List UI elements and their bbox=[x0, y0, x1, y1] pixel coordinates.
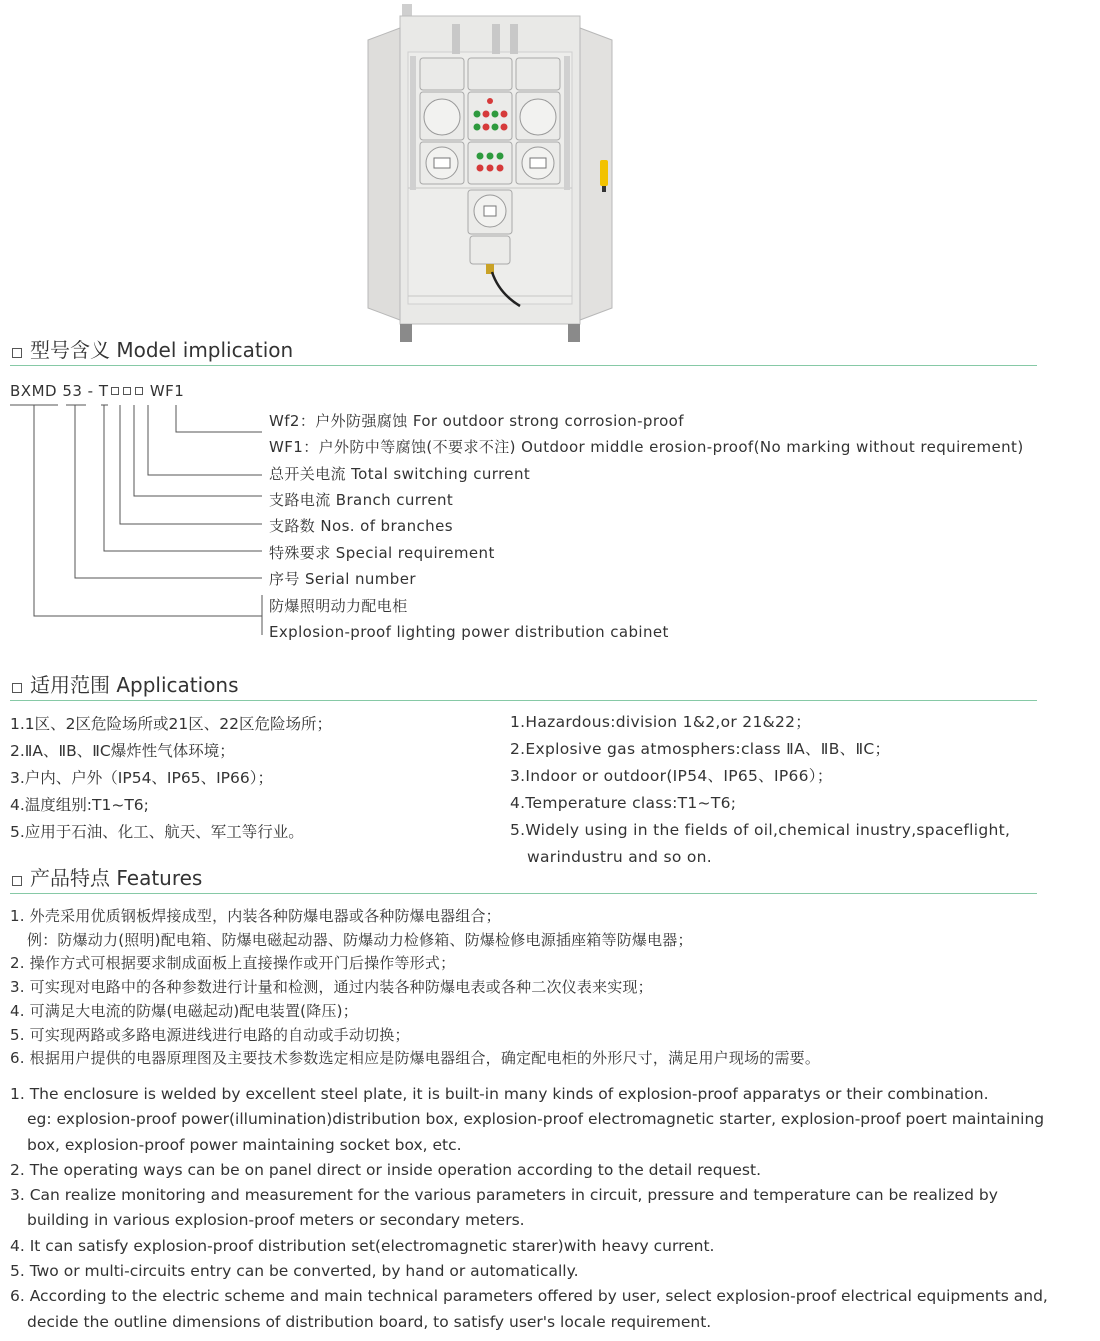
section-title: 型号含义 Model implication bbox=[30, 338, 294, 362]
list-item: warindustru and so on. bbox=[527, 848, 713, 866]
placeholder-square-icon bbox=[135, 387, 143, 395]
section-heading-features bbox=[10, 866, 1037, 894]
list-item: building in various explosion-proof meters or secondary meters. bbox=[27, 1211, 525, 1230]
list-item: 例：防爆动力(照明)配电箱、防爆电磁起动器、防爆动力检修箱、防爆检修电源插座箱等防爆电器； bbox=[27, 930, 693, 949]
features-list-cn bbox=[10, 905, 820, 1071]
list-item: 3.户内、户外（IP54、IP65、IP66）； bbox=[10, 769, 273, 787]
list-item: 3. 可实现对电路中的各种参数进行计量和检测，通过内装各种防爆电表或各种二次仪表来实现； bbox=[10, 978, 653, 997]
list-item: decide the outline dimensions of distribution board, to satisfy user's locale requirement. bbox=[27, 1312, 712, 1331]
list-item: 4.温度组别:T1~T6; bbox=[10, 796, 149, 814]
list-item: 5.Widely using in the fields of oil,chemical inustry,spaceflight, bbox=[510, 821, 1011, 839]
legend-item-serial: 序号 Serial number bbox=[269, 570, 416, 588]
list-item: 6. 根据用户提供的电器原理图及主要技术参数选定相应是防爆电器组合，确定配电柜的外形尺寸，满足用户现场的需要。 bbox=[10, 1049, 821, 1068]
list-item: 1.Hazardous:division 1&2,or 21&22； bbox=[510, 713, 812, 731]
list-item: 2. The operating ways can be on panel direct or inside operation according to the detail request. bbox=[10, 1160, 761, 1179]
model-code-leader-lines bbox=[0, 395, 280, 635]
legend-item-wf2: Wf2：户外防强腐蚀 For outdoor strong corrosion-proof bbox=[269, 412, 684, 430]
legend-item-cabinet-cn: 防爆照明动力配电柜 bbox=[269, 597, 408, 615]
list-item: 2.ⅡA、ⅡB、ⅡC爆炸性气体环境； bbox=[10, 742, 235, 760]
list-item: 5. Two or multi-circuits entry can be converted, by hand or automatically. bbox=[10, 1262, 579, 1281]
placeholder-square-icon bbox=[111, 387, 119, 395]
heading-square-icon bbox=[12, 348, 22, 358]
list-item: 5.应用于石油、化工、航天、军工等行业。 bbox=[10, 823, 304, 841]
list-item: 3.Indoor or outdoor(IP54、IP65、IP66）； bbox=[510, 767, 833, 785]
section-heading-applications bbox=[10, 673, 1037, 701]
list-item: 4. It can satisfy explosion-proof distribution set(electromagnetic starer)with heavy current. bbox=[10, 1236, 715, 1255]
list-item: 5. 可实现两路或多路电源进线进行电路的自动或手动切换； bbox=[10, 1025, 410, 1044]
legend-item-cabinet-en: Explosion-proof lighting power distribution cabinet bbox=[269, 623, 669, 641]
placeholder-square-icon bbox=[123, 387, 131, 395]
list-item: box, explosion-proof power maintaining socket box, etc. bbox=[27, 1135, 462, 1154]
model-code-prefix: BXMD 53 - T bbox=[10, 382, 109, 400]
model-code-suffix: WF1 bbox=[149, 382, 185, 400]
list-item: 1. 外壳采用优质钢板焊接成型，内装各种防爆电器或各种防爆电器组合； bbox=[10, 907, 501, 925]
list-item: 1. The enclosure is welded by excellent steel plate, it is built-in many kinds of explosion-proof apparatys or their combination. bbox=[10, 1085, 989, 1103]
list-item: 2.Explosive gas atmosphers:class ⅡA、ⅡB、ⅡC； bbox=[510, 740, 891, 758]
legend-item-branches: 支路数 Nos. of branches bbox=[269, 517, 453, 535]
list-item: 1.1区、2区危险场所或21区、22区危险场所； bbox=[10, 715, 332, 733]
list-item: 3. Can realize monitoring and measurement for the various parameters in circuit, pressure and temperature can be realized by bbox=[10, 1186, 998, 1205]
section-title: 适用范围 Applications bbox=[30, 673, 239, 697]
applications-list-en bbox=[510, 709, 1010, 871]
features-list-en bbox=[10, 1082, 1048, 1335]
applications-list-cn bbox=[10, 711, 332, 846]
list-item: 2. 操作方式可根据要求制成面板上直接操作或开门后操作等形式； bbox=[10, 954, 456, 973]
legend-item-branch-current: 支路电流 Branch current bbox=[269, 491, 454, 509]
legend-item-wf1: WF1：户外防中等腐蚀(不要求不注) Outdoor middle erosion-proof(No marking without requirement) bbox=[269, 438, 1024, 456]
list-item: 6. According to the electric scheme and main technical parameters offered by user, select explosion-proof electrical equipments and, bbox=[10, 1287, 1048, 1306]
section-title: 产品特点 Features bbox=[30, 866, 203, 890]
heading-square-icon bbox=[12, 683, 22, 693]
heading-square-icon bbox=[12, 876, 22, 886]
section-heading-model bbox=[10, 338, 1037, 366]
list-item: 4. 可满足大电流的防爆(电磁起动)配电装置(降压)； bbox=[10, 1001, 358, 1020]
cabinet-photo bbox=[360, 0, 620, 346]
legend-item-special: 特殊要求 Special requirement bbox=[269, 544, 495, 562]
legend-item-total-current: 总开关电流 Total switching current bbox=[269, 465, 531, 483]
list-item: eg: explosion-proof power(illumination)distribution box, explosion-proof electromagnetic starter, explosion-proof poert maintaining bbox=[27, 1110, 1045, 1129]
list-item: 4.Temperature class:T1~T6; bbox=[510, 794, 737, 812]
